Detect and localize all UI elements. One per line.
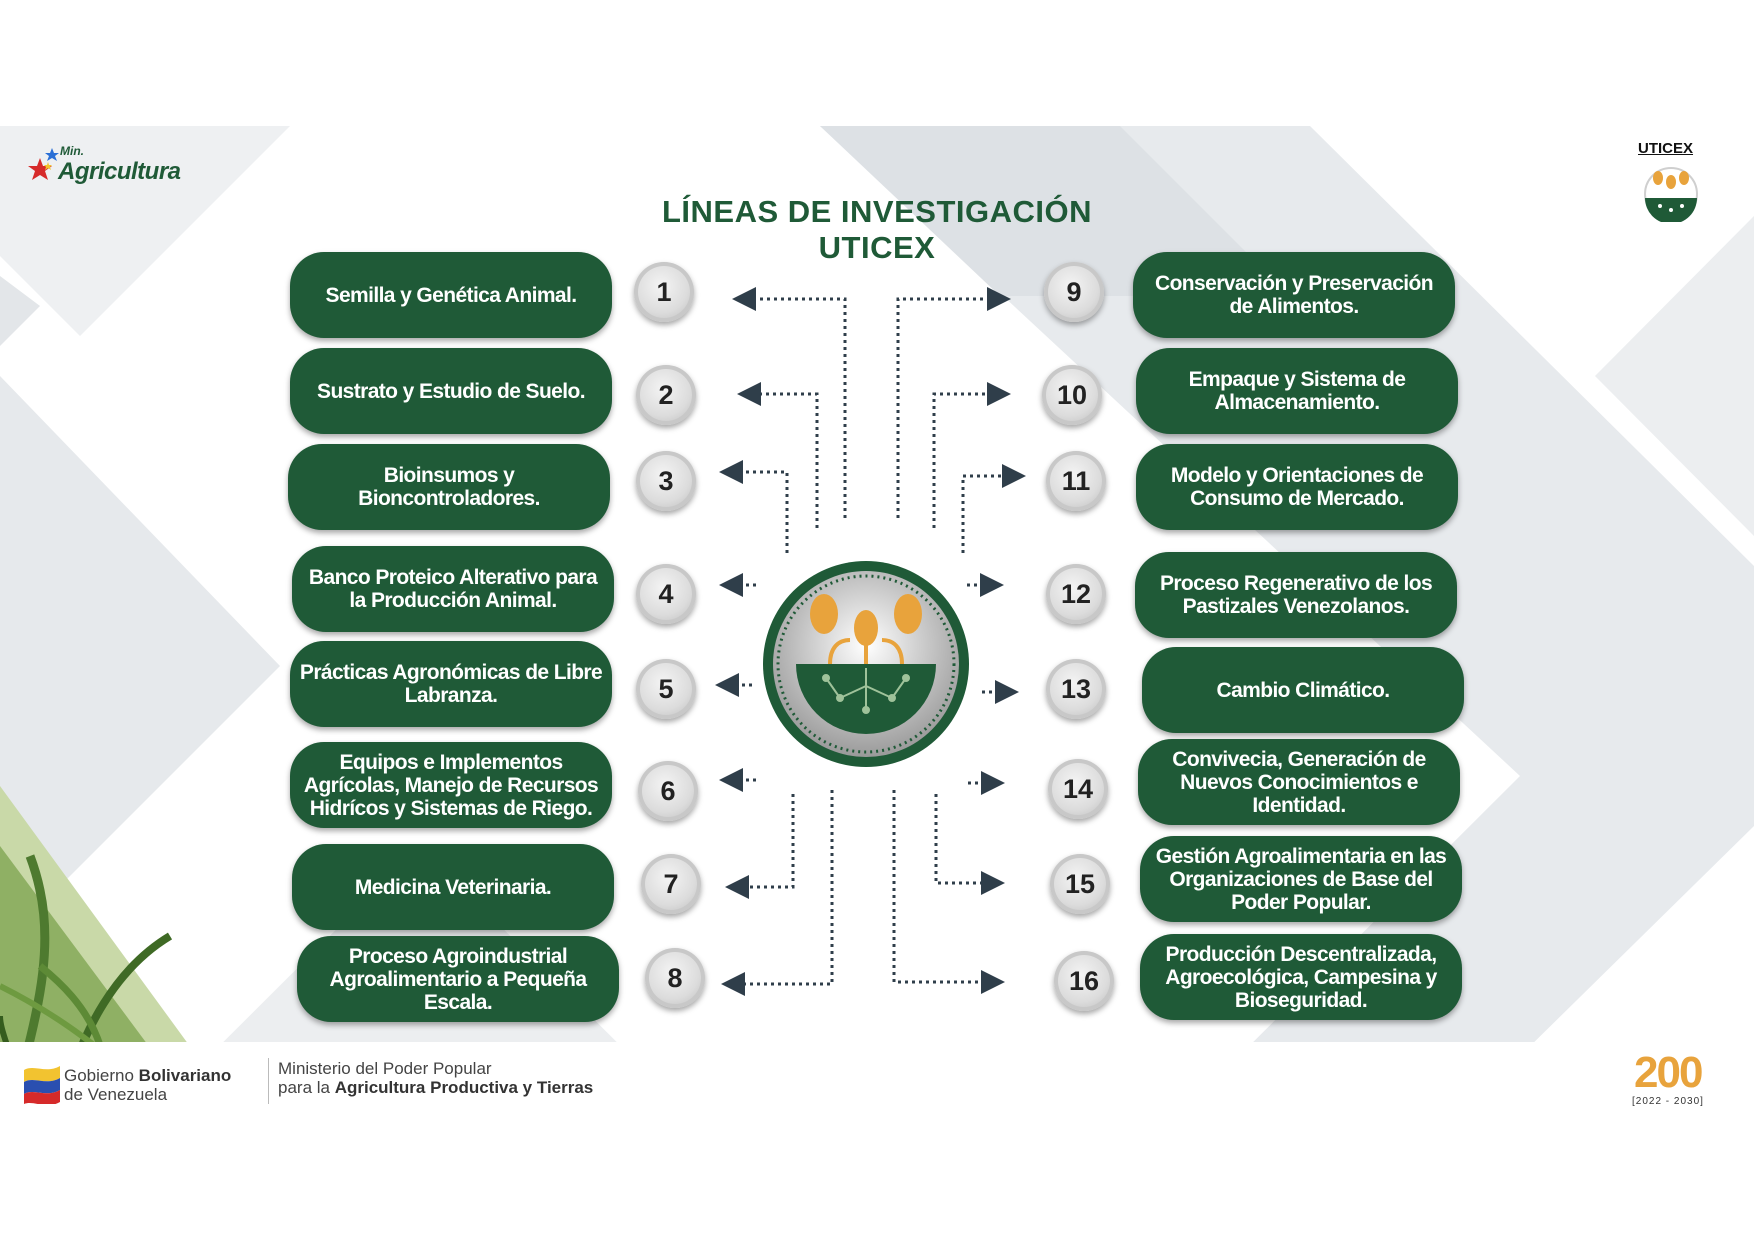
line-number-10: 10 xyxy=(1042,365,1102,425)
line-number-11: 11 xyxy=(1046,451,1106,511)
line-number-9: 9 xyxy=(1044,262,1104,322)
gobierno-text xyxy=(64,1066,231,1104)
research-line-5: Prácticas Agronómicas de Libre Labranza. xyxy=(290,641,612,727)
ministerio-text xyxy=(278,1059,593,1097)
research-line-3: Bioinsumos y Bioncontroladores. xyxy=(288,444,610,530)
research-line-7: Medicina Veterinaria. xyxy=(292,844,614,930)
uticex-logo-text: UTICEX xyxy=(1638,140,1694,157)
line-number-13: 13 xyxy=(1046,659,1106,719)
research-line-10: Empaque y Sistema de Almacenamiento. xyxy=(1136,348,1458,434)
line-number-2: 2 xyxy=(636,365,696,425)
research-line-11: Modelo y Orientaciones de Consumo de Mercado. xyxy=(1136,444,1458,530)
research-line-13: Cambio Climático. xyxy=(1142,647,1464,733)
line-number-15: 15 xyxy=(1050,854,1110,914)
research-line-1: Semilla y Genética Animal. xyxy=(290,252,612,338)
central-emblem xyxy=(760,558,972,770)
line-number-14: 14 xyxy=(1048,759,1108,819)
line-number-7: 7 xyxy=(641,854,701,914)
bolivariano-word: Bolivariano xyxy=(138,1066,232,1085)
diagram-title-line1: LÍNEAS DE INVESTIGACIÓN xyxy=(661,194,1093,229)
de-venezuela-text: de Venezuela xyxy=(64,1085,168,1104)
slide xyxy=(0,126,1754,1115)
bicentenario-years: [2022 - 2030] xyxy=(1632,1096,1704,1107)
research-line-6: Equipos e Implementos Agrícolas, Manejo de Recursos Hidrícos y Sistemas de Riego. xyxy=(290,742,612,828)
ministerio-line2-bold: Agricultura Productiva y Tierras xyxy=(334,1078,594,1097)
research-line-4: Banco Proteico Alterativo para la Producción Animal. xyxy=(292,546,614,632)
bicentenario-mark: 200 xyxy=(1634,1048,1702,1097)
research-line-2: Sustrato y Estudio de Suelo. xyxy=(290,348,612,434)
logo-min-text: Min. xyxy=(60,144,84,158)
gobierno-word: Gobierno xyxy=(64,1066,139,1085)
line-number-5: 5 xyxy=(636,659,696,719)
venezuela-flag-icon xyxy=(22,1060,62,1104)
research-line-16: Producción Descentralizada, Agroecológica, Campesina y Bioseguridad. xyxy=(1140,934,1462,1020)
line-number-6: 6 xyxy=(638,761,698,821)
diagram-title-line2: UTICEX xyxy=(818,230,936,265)
research-line-14: Convivecia, Generación de Nuevos Conocimientos e Identidad. xyxy=(1138,739,1460,825)
footer xyxy=(0,1042,1754,1116)
bicentenario-logo xyxy=(1630,1048,1730,1112)
ministerio-line2-prefix: para la xyxy=(278,1078,335,1097)
line-number-12: 12 xyxy=(1046,564,1106,624)
research-line-9: Conservación y Preservación de Alimentos. xyxy=(1133,252,1455,338)
line-number-3: 3 xyxy=(636,451,696,511)
line-number-8: 8 xyxy=(645,948,705,1008)
line-number-4: 4 xyxy=(636,564,696,624)
research-line-8: Proceso Agroindustrial Agroalimentario a Pequeña Escala. xyxy=(297,936,619,1022)
research-line-15: Gestión Agroalimentaria en las Organizaciones de Base del Poder Popular. xyxy=(1140,836,1462,922)
ministerio-line1: Ministerio del Poder Popular xyxy=(278,1059,492,1078)
line-number-1: 1 xyxy=(634,262,694,322)
logo-agricultura-text: Agricultura xyxy=(58,158,181,185)
research-line-12: Proceso Regenerativo de los Pastizales Venezolanos. xyxy=(1135,552,1457,638)
footer-divider xyxy=(268,1058,269,1104)
line-number-16: 16 xyxy=(1054,951,1114,1011)
